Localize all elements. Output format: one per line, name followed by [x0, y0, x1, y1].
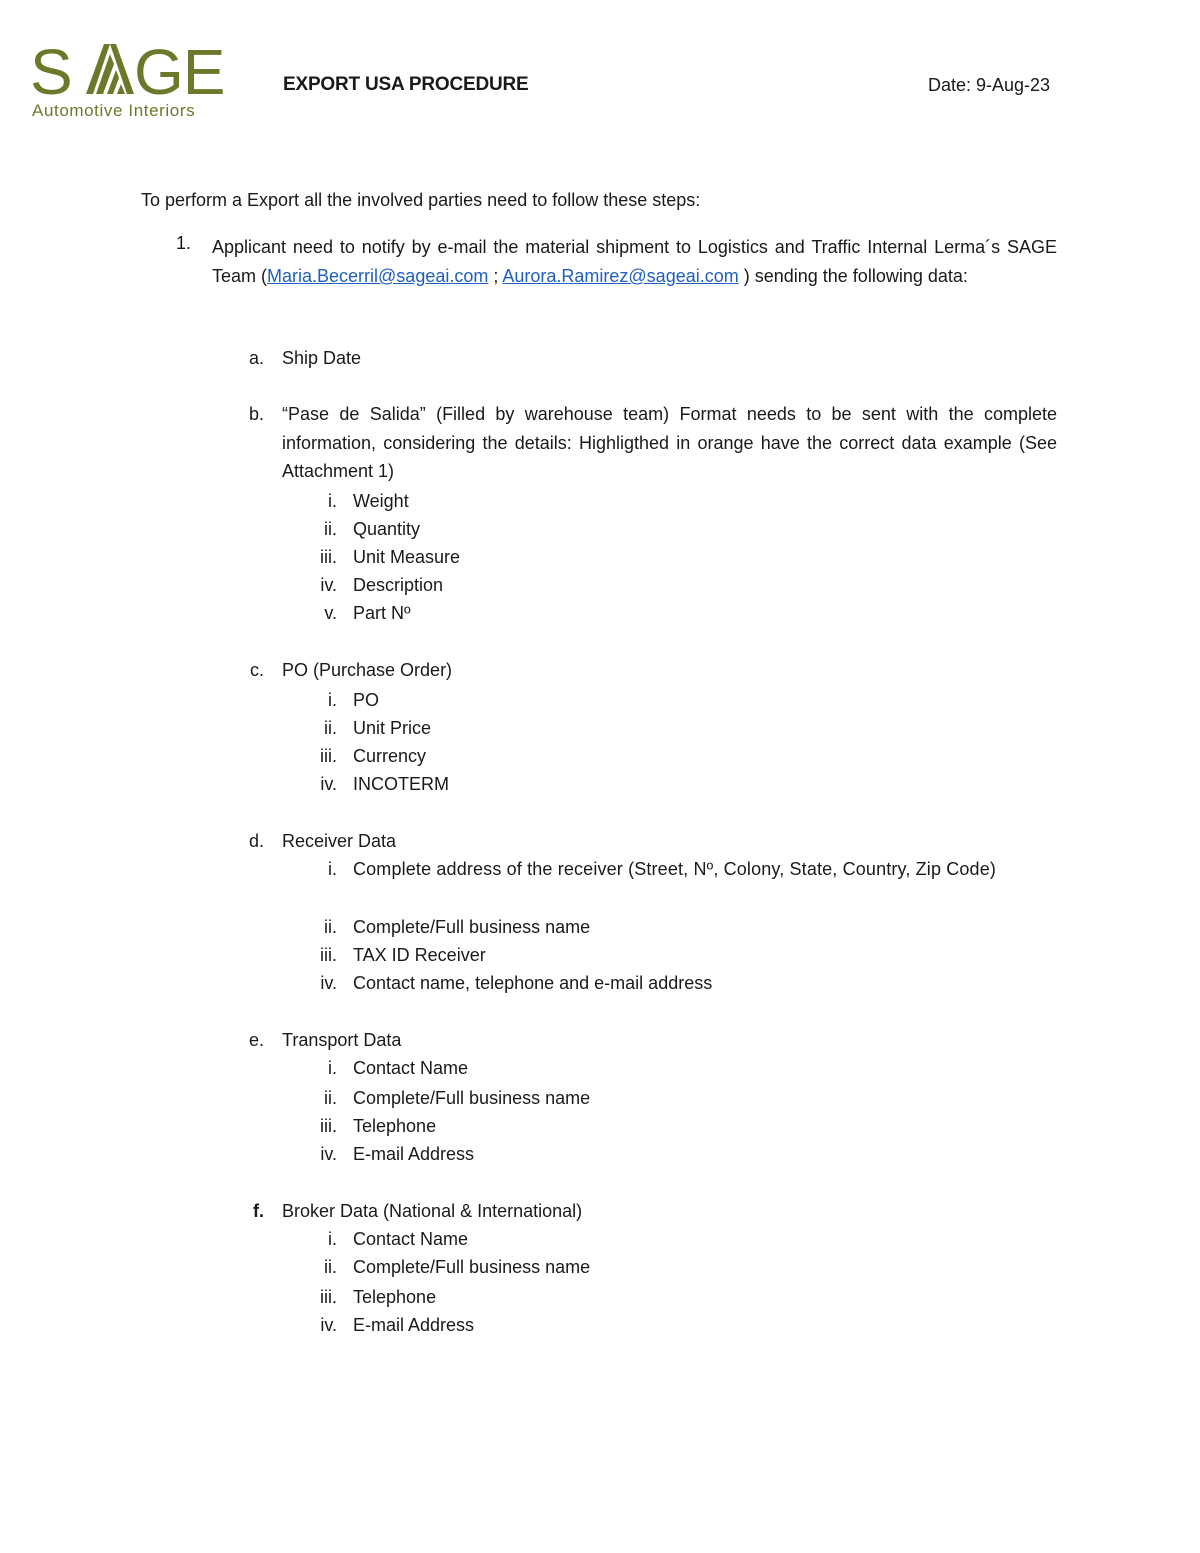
logo-stripes-icon [86, 44, 134, 94]
section-c-marker: c. [249, 660, 264, 680]
section-d-item-marker: iii. [320, 945, 337, 965]
section-c-item-marker: ii. [324, 718, 337, 738]
section-b-item-marker: ii. [324, 519, 337, 539]
section-c-item: INCOTERM [353, 774, 449, 794]
section-e-item: Telephone [353, 1116, 437, 1136]
section-c-item-marker: iii. [320, 746, 337, 766]
section-b-item-marker: iii. [320, 547, 337, 567]
section-d-item-marker: iv. [320, 973, 337, 993]
section-b-item: Quantity [353, 519, 421, 539]
step-number: 1. [176, 233, 192, 253]
section-b-item-marker: v. [324, 603, 337, 623]
section-f-marker: f. [253, 1201, 264, 1221]
section-e-item: Contact Name [353, 1058, 469, 1078]
section-f-item: E-mail Address [353, 1315, 475, 1335]
section-d-marker: d. [248, 831, 264, 851]
section-f-item: Complete/Full business name [353, 1257, 591, 1277]
section-a-marker: a. [248, 348, 264, 368]
step-text [212, 233, 1057, 291]
section-e-item-marker: iii. [320, 1116, 337, 1136]
email-link-maria[interactable]: Maria.Becerril@sageai.com [267, 266, 489, 286]
section-e-item: E-mail Address [353, 1144, 475, 1164]
section-d-item: Complete/Full business name [353, 917, 591, 937]
section-c-item-marker: iv. [320, 774, 337, 794]
company-logo [24, 36, 230, 136]
section-f-item-marker: iii. [320, 1287, 337, 1307]
section-c-item: Currency [353, 746, 427, 766]
section-e-marker: e. [248, 1030, 264, 1050]
section-d-item: TAX ID Receiver [353, 945, 486, 965]
section-b-item-marker: iv. [320, 575, 337, 595]
section-b-item: Weight [353, 491, 409, 511]
section-f-title: Broker Data (National & International) [282, 1201, 583, 1221]
section-f-item-marker: ii. [324, 1257, 337, 1277]
document-title: EXPORT USA PROCEDURE [283, 74, 529, 95]
section-f-item-marker: i. [328, 1229, 337, 1249]
section-c-title: PO (Purchase Order) [282, 660, 453, 680]
email-separator: ; [488, 266, 503, 286]
section-a-title: Ship Date [282, 348, 362, 368]
section-b-item: Description [353, 575, 444, 595]
section-d-item: Contact name, telephone and e-mail address [353, 973, 713, 993]
step-text-before: Applicant need to notify by e-mail the material shipment to Logistics and Traffic Internal Lerma´s SAGE Team ( [212, 237, 1057, 286]
svg-text:S: S [30, 36, 72, 108]
section-c-item-marker: i. [328, 690, 337, 710]
section-f-item: Contact Name [353, 1229, 469, 1249]
svg-text:GE: GE [134, 36, 225, 108]
section-f-item-marker: iv. [320, 1315, 337, 1335]
section-c-item: PO [353, 690, 380, 710]
section-b-title: “Pase de Salida” (Filled by warehouse team) Format needs to be sent with the complete information, considering the details: Highligthed in orange have the correct data example (See Attachment 1) [282, 404, 1057, 481]
step-text-after: ) sending the following data: [738, 266, 968, 286]
section-e-item: Complete/Full business name [353, 1088, 591, 1108]
section-b-item: Unit Measure [353, 547, 461, 567]
section-f-item: Telephone [353, 1287, 437, 1307]
section-b-item: Part Nº [353, 603, 411, 623]
section-e-item-marker: ii. [324, 1088, 337, 1108]
document-date: Date: 9-Aug-23 [928, 75, 1051, 95]
section-e-item-marker: iv. [320, 1144, 337, 1164]
section-d-item-marker: ii. [324, 917, 337, 937]
section-b-item-marker: i. [328, 491, 337, 511]
intro-text: To perform a Export all the involved parties need to follow these steps: [141, 190, 701, 210]
section-d-title: Receiver Data [282, 831, 397, 851]
email-link-aurora[interactable]: Aurora.Ramirez@sageai.com [502, 266, 739, 286]
section-d-item-marker: i. [328, 859, 337, 879]
section-c-item: Unit Price [353, 718, 432, 738]
svg-text:Automotive Interiors: Automotive Interiors [32, 101, 196, 120]
section-e-item-marker: i. [328, 1058, 337, 1078]
section-e-title: Transport Data [282, 1030, 402, 1050]
section-b-marker: b. [248, 404, 264, 424]
section-d-item: Complete address of the receiver (Street, Nº, Colony, State, Country, Zip Code) [353, 859, 997, 879]
